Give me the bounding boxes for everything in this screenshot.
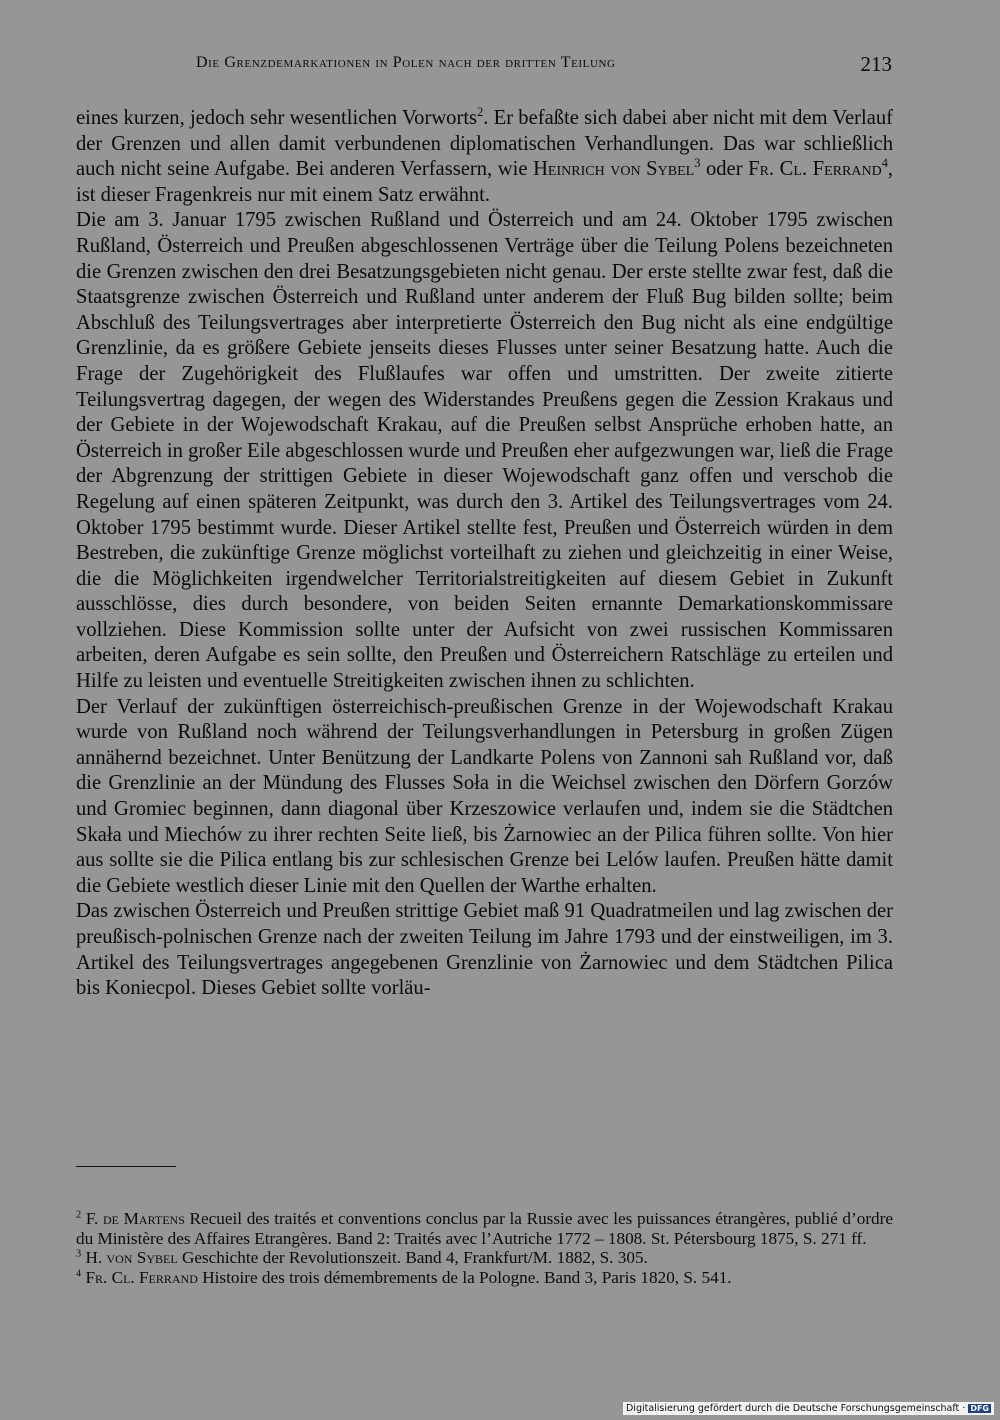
footnote-ref-4[interactable]: 4 xyxy=(881,156,888,171)
credit-text: Digitalisierung gefördert durch die Deutsche Forschungsgemeinschaft · xyxy=(625,1403,966,1414)
paragraph-1: eines kurzen, jedoch sehr wesentlichen Vorworts$^2$. Er befaßte sich dabei aber nicht mit dem Verlauf der Grenzen und allen damit verbundenen diplomatischen Verhandlungen. Das war schließlich auch nicht seine Aufgabe. Bei anderen Verfassern, wie Heinrich von Sybel$^3$ oder Fr. Cl. Ferrand$^4$, ist dieser Fragenkreis nur mit einem Satz erwähnt. xyxy=(76,105,894,206)
running-title: Die Grenzdemarkationen in Polen nach der dritten Teilung xyxy=(196,54,616,71)
paragraph-3: Der Verlauf der zukünftigen österreichisch-preußischen Grenze in der Wojewodschaft Krakau wurde von Rußland noch während der Teilungsverhandlungen in Petersburg in großen Zügen annähernd bezeichnet. Unter Benützung der Landkarte Polens von Zannoni sah Rußland vor, daß die Grenzlinie an der Mündung des Flusses Soła in die Weichsel zwischen den Dörfern Gorzów und Gromiec beginnen, dann diagonal über Krzeszowice verlaufen und, indem sie die Städtchen Skała und Miechów zu ihrer rechten Seite ließ, bis Żarnowiec an der Pilica führen sollte. Von hier aus sollte sie die Pilica entlang bis zur schlesischen Grenze bei Lelów laufen. Preußen hätte damit die Gebiete westlich dieser Linie mit den Quellen der Warthe erhalten. xyxy=(76,695,893,897)
author-name: Heinrich von Sybel xyxy=(533,158,695,181)
footnote-author: F. de Martens xyxy=(85,1209,185,1228)
footnote-ref-3[interactable]: 3 xyxy=(694,156,701,171)
footnote-divider xyxy=(76,1166,176,1167)
author-name: Fr. Cl. Ferrand xyxy=(748,158,882,181)
running-header xyxy=(76,52,892,80)
body-text xyxy=(76,106,893,1002)
page-number: 213 xyxy=(860,52,892,76)
footnote-ref-2[interactable]: 2 xyxy=(477,105,484,120)
footnote-4: $^4$ Fr. Cl. Ferrand Histoire des trois démembrements de la Pologne. Band 3, Paris 1820, S. 541. xyxy=(76,1267,732,1287)
digitization-credit xyxy=(623,1402,994,1415)
footnote-author: Fr. Cl. Ferrand xyxy=(85,1267,198,1287)
footnote-author: H. von Sybel xyxy=(85,1248,178,1267)
paragraph-4: Das zwischen Österreich und Preußen strittige Gebiet maß 91 Quadratmeilen und lag zwischen der preußisch-polnischen Grenze nach der zweiten Teilung im Jahre 1793 und der einstweiligen, im 3. Artikel des Teilungsvertrages angegebenen Grenzlinie von Żarnowiec und dem Städtchen Pilica bis Koniecpol. Dieses Gebiet sollte vorläu- xyxy=(76,900,893,1000)
footnote-3: $^3$ H. von Sybel Geschichte der Revolutionszeit. Band 4, Frankfurt/M. 1882, S. 305. xyxy=(76,1248,648,1267)
dfg-logo-icon: DFG xyxy=(970,1404,989,1413)
footnote-2: $^2$ F. de Martens Recueil des traités et conventions conclus par la Russie avec les puissances étrangères, publié d’ordre du Ministère des Affaires Etrangères. Band 2: Traités avec l’Autriche 1772 – 1808. St. Pétersbourg 1875, S. 271 ff. xyxy=(76,1209,893,1248)
footnotes xyxy=(76,1209,893,1287)
paragraph-2: Die am 3. Januar 1795 zwischen Rußland und Österreich und am 24. Oktober 1795 zwischen Rußland, Österreich und Preußen abgeschlossenen Verträge über die Teilung Polens bezeichneten die Grenzen zwischen den drei Besatzungsgebieten nicht genau. Der erste stellte zwar fest, daß die Staatsgrenze zwischen Österreich und Rußland unter anderem der Fluß Bug bilden sollte; beim Abschluß des Teilungsvertrages aber interpretierte Österreich den Bug nicht als eine endgültige Grenzlinie, da es größere Gebiete jenseits dieses Flusses unter seiner Besatzung hatte. Auch die Frage der Zugehörigkeit des Flußlaufes war offen und umstritten. Der zweite zitierte Teilungsvertrag dagegen, der wegen des Widerstandes Preußens gegen die Zession Krakaus und der Gebiete in der Wojewodschaft Krakau, auf die Preußen selbst Ansprüche erhoben hatte, an Österreich in großer Eile abgeschlossen wurde und Preußen eher aufgezwungen war, ließ die Frage der Abgrenzung der strittigen Gebiete in dieser Wojewodschaft ganz offen und verschob die Regelung auf einen späteren Zeitpunkt, was durch den 3. Artikel des Teilungsvertrages vom 24. Oktober 1795 bestimmt wurde. Dieser Artikel stellte fest, Preußen und Österreich würden in dem Bestreben, die zukünftige Grenze möglichst vorteilhaft zu ziehen und gleichzeitig in einer Weise, die die Möglichkeiten irgendwelcher Territorialstreitigkeiten auf diesem Gebiet in Zukunft ausschlösse, dies durch besondere, von beiden Seiten ernannte Demarkationskommissare vollziehen. Diese Kommission sollte unter der Aufsicht von zwei russischen Kommissaren arbeiten, deren Aufgabe es sein sollte, den Preußen und Österreichern Ratschläge zu erteilen und Hilfe zu leisten und eventuelle Streitigkeiten zwischen ihnen zu schlichten. xyxy=(76,209,893,693)
